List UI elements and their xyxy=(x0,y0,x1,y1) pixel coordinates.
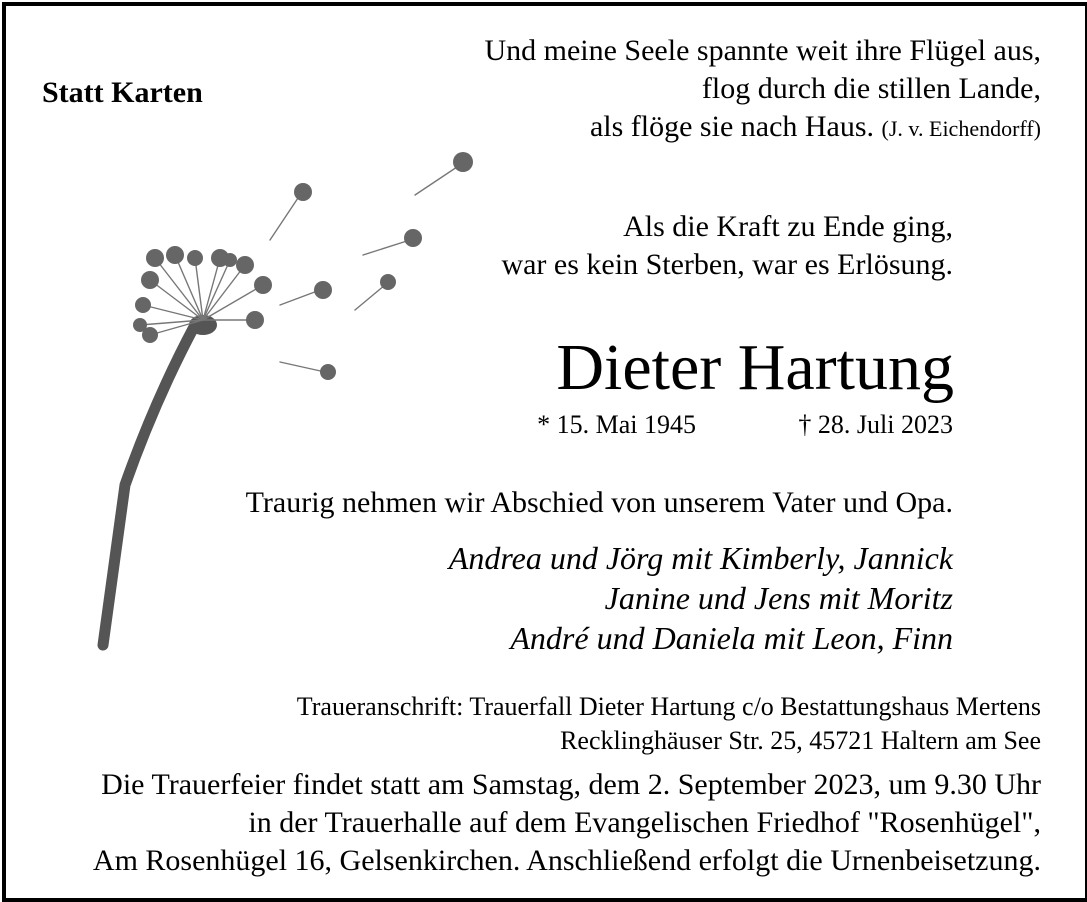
dandelion-illustration xyxy=(95,140,505,660)
quote-line: als flöge sie nach Haus. (J. v. Eichendorff) xyxy=(589,110,1041,143)
death-date: † 28. Juli 2023 xyxy=(798,410,953,439)
address-line: Traueranschrift: Trauerfall Dieter Hartung c/o Bestattungshaus Mertens xyxy=(296,692,1041,721)
service-line: in der Trauerhalle auf dem Evangelischen Friedhof "Rosenhügel", xyxy=(248,806,1041,839)
farewell-text: Traurig nehmen wir Abschied von unserem Vater und Opa. xyxy=(245,486,953,519)
verse xyxy=(501,208,953,284)
mourners-list xyxy=(449,538,953,658)
mourner-line: Andrea und Jörg mit Kimberly, Jannick xyxy=(448,540,953,576)
mourner-line: André und Daniela mit Leon, Finn xyxy=(510,620,953,656)
mourner-line: Janine und Jens mit Moritz xyxy=(604,580,953,616)
service-line: Am Rosenhügel 16, Gelsenkirchen. Anschließend erfolgt die Urnenbeisetzung. xyxy=(92,844,1041,877)
mourning-address xyxy=(297,690,1041,758)
deceased-name: Dieter Hartung xyxy=(556,331,954,404)
quote-line: Und meine Seele spannte weit ihre Flügel aus, xyxy=(484,34,1041,67)
service-info xyxy=(93,766,1041,880)
dandelion-icon xyxy=(103,152,473,645)
quote-source: (J. v. Eichendorff) xyxy=(881,116,1041,141)
address-line: Recklinghäuser Str. 25, 45721 Haltern am See xyxy=(560,726,1041,755)
service-line: Die Trauerfeier findet statt am Samstag, dem 2. September 2023, um 9.30 Uhr xyxy=(101,768,1041,801)
quote-line: flog durch die stillen Lande, xyxy=(701,72,1041,105)
verse-line: war es kein Sterben, war es Erlösung. xyxy=(501,248,953,281)
verse-line: Als die Kraft zu Ende ging, xyxy=(623,210,953,243)
birth-date: * 15. Mai 1945 xyxy=(537,410,696,439)
poem-quote xyxy=(484,32,1041,148)
header-label: Statt Karten xyxy=(42,76,203,109)
